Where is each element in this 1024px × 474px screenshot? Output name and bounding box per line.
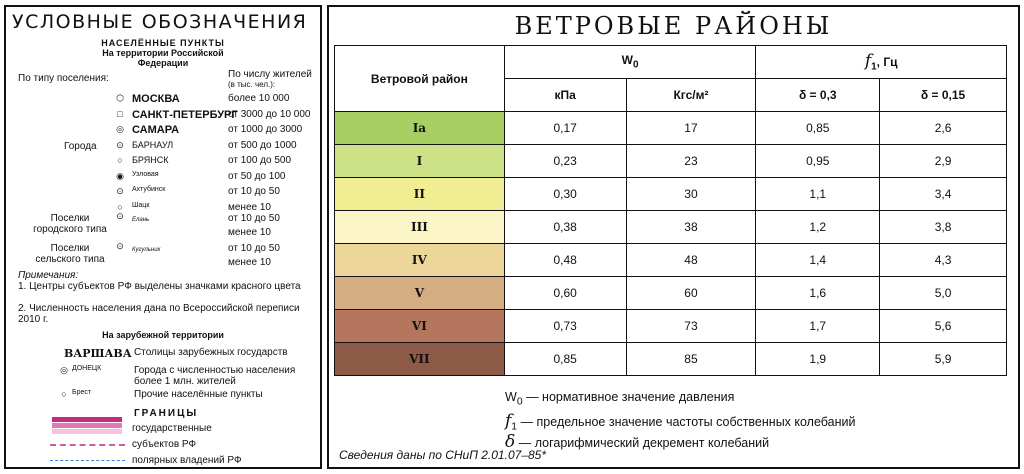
cell-kgs: 17: [626, 112, 756, 145]
city-population: от 1000 до 3000: [228, 124, 303, 135]
cell-kgs: 60: [626, 277, 756, 310]
settlement-symbol-icon: ○: [117, 201, 123, 212]
col-f1: [756, 46, 1007, 79]
w0-sub: 0: [632, 59, 639, 71]
settlement-symbol-icon: ◉: [116, 170, 124, 181]
cell-f015: 5,0: [880, 277, 1007, 310]
note-2: 2. Численность населения дана по Всероссийской переписи 2010 г.: [18, 303, 300, 325]
settlement-symbol-icon: ○: [117, 155, 123, 165]
glossary-text: — предельное значение частоты собственных колебаний: [517, 415, 856, 429]
rural-group-label: Поселки сельского типа: [35, 243, 105, 265]
city-name: Шацк: [132, 201, 150, 209]
cell-f03: 1,7: [756, 310, 880, 343]
cell-f015: 2,6: [880, 112, 1007, 145]
state-border-swatch-3: [52, 429, 122, 434]
settlements-heading: НАСЕЛЁННЫЕ ПУНКТЫ: [101, 38, 225, 48]
cell-f015: 2,9: [880, 145, 1007, 178]
cell-f03: 1,1: [756, 178, 880, 211]
district-cell: III: [335, 211, 505, 244]
urban-group-label: Поселки городского типа: [33, 213, 107, 235]
settlement-symbol-icon: □: [117, 108, 123, 119]
f1-symbol: f: [864, 51, 872, 72]
settlement-symbol-icon: ◎: [116, 124, 124, 134]
settlement-symbol-icon: ⬡: [116, 93, 124, 103]
cell-kpa: 0,85: [504, 343, 626, 376]
table-row: [335, 244, 1007, 277]
foreign-desc: Прочие населённые пункты: [134, 389, 263, 400]
foreign-name: ВАРШАВА: [64, 347, 132, 360]
source-note: Сведения даны по СНиП 2.01.07–85*: [339, 448, 546, 462]
cell-f015: 3,8: [880, 211, 1007, 244]
w0-symbol: W: [621, 53, 633, 68]
cell-f03: 1,6: [756, 277, 880, 310]
state-border-swatch-2: [52, 423, 122, 428]
cell-f015: 4,3: [880, 244, 1007, 277]
city-name: Ахтубинск: [132, 186, 166, 193]
cell-kgs: 38: [626, 211, 756, 244]
wind-table-body: [335, 112, 1007, 376]
district-cell: VII: [335, 343, 505, 376]
foreign-symbol-icon: ○: [61, 389, 67, 399]
col-delta-015: δ = 0,15: [880, 79, 1007, 112]
settlement-symbol-icon: ⊙: [116, 211, 124, 221]
city-population: менее 10: [228, 201, 271, 213]
glossary-symbol: δ: [505, 432, 516, 452]
cell-kpa: 0,48: [504, 244, 626, 277]
cell-kpa: 0,38: [504, 211, 626, 244]
city-population: от 50 до 100: [228, 170, 286, 182]
legend-panel: [4, 5, 322, 469]
state-border-swatch: [52, 417, 122, 422]
table-row: [335, 343, 1007, 376]
glossary-item: [505, 390, 734, 408]
by-population-label: По числу жителей: [228, 69, 312, 80]
city-name: САНКТ-ПЕТЕРБУРГ: [132, 108, 238, 121]
col-kpa: кПа: [504, 79, 626, 112]
district-cell: V: [335, 277, 505, 310]
cell-kgs: 48: [626, 244, 756, 277]
settlement-symbol-icon: ⊙: [116, 186, 124, 196]
settlement-population: менее 10: [228, 257, 271, 268]
cell-kpa: 0,23: [504, 145, 626, 178]
note-1: 1. Центры субъектов РФ выделены значками красного цвета: [18, 281, 301, 292]
cell-f015: 5,6: [880, 310, 1007, 343]
wind-title: ВЕТРОВЫЕ РАЙОНЫ: [514, 12, 833, 40]
f1-unit: , Гц: [876, 55, 898, 70]
cell-kpa: 0,60: [504, 277, 626, 310]
wind-table: [334, 45, 1007, 376]
city-population: от 500 до 1000: [228, 139, 297, 151]
foreign-heading: На зарубежной территории: [102, 330, 224, 340]
city-population: более 10 000: [228, 93, 290, 104]
glossary-symbol: W: [505, 390, 517, 404]
cities-group-label: Города: [64, 141, 97, 152]
city-name: БРЯНСК: [132, 155, 169, 165]
col-w0: [504, 46, 756, 79]
legend-title: УСЛОВНЫЕ ОБОЗНАЧЕНИЯ: [12, 11, 308, 33]
cell-f03: 0,85: [756, 112, 880, 145]
foreign-name: Брест: [72, 389, 92, 396]
cell-kgs: 30: [626, 178, 756, 211]
glossary-item: [505, 411, 856, 433]
table-row: [335, 310, 1007, 343]
borders-heading: ГРАНИЦЫ: [134, 408, 199, 419]
foreign-symbol-icon: ◎: [60, 365, 68, 375]
city-population: от 3000 до 10 000: [228, 108, 311, 120]
city-population: от 100 до 500: [228, 155, 292, 166]
city-population: от 10 до 50: [228, 186, 280, 197]
glossary-sub: 0: [516, 396, 523, 408]
city-name: БАРНАУЛ: [132, 139, 174, 150]
glossary-sub: 1: [511, 421, 518, 433]
subject-border-line: [50, 444, 125, 446]
cell-f03: 1,4: [756, 244, 880, 277]
cell-kpa: 0,30: [504, 178, 626, 211]
settlement-population: менее 10: [228, 227, 271, 238]
table-row: [335, 211, 1007, 244]
city-name: Узловая: [132, 170, 159, 178]
col-delta-03: δ = 0,3: [756, 79, 880, 112]
cell-kpa: 0,17: [504, 112, 626, 145]
table-row: [335, 145, 1007, 178]
city-name: МОСКВА: [132, 93, 180, 105]
border-polar-label: полярных владений РФ: [132, 455, 242, 466]
polar-border-line: [50, 460, 125, 461]
settlement-population: от 10 до 50: [228, 213, 280, 224]
border-subjects-label: субъектов РФ: [132, 439, 197, 450]
district-cell: II: [335, 178, 505, 211]
cell-kgs: 85: [626, 343, 756, 376]
district-cell: I: [335, 145, 505, 178]
cell-f03: 1,9: [756, 343, 880, 376]
foreign-desc: Столицы зарубежных государств: [134, 347, 288, 358]
notes-heading: Примечания:: [18, 270, 79, 281]
table-row: [335, 178, 1007, 211]
district-cell: VI: [335, 310, 505, 343]
col-district: Ветровой район: [335, 46, 505, 112]
f1-sub: 1: [871, 61, 877, 73]
wind-panel: [327, 5, 1020, 469]
by-type-label: По типу поселения:: [18, 73, 109, 84]
cell-f03: 0,95: [756, 145, 880, 178]
glossary-symbol: f: [505, 411, 512, 431]
glossary-text: — логарифмический декремент колебаний: [515, 436, 770, 450]
cell-kgs: 23: [626, 145, 756, 178]
glossary-text: — нормативное значение давления: [522, 390, 735, 404]
settlement-name: Кугульник: [132, 247, 161, 253]
settlement-symbol-icon: ⊙: [116, 241, 124, 251]
table-row: [335, 277, 1007, 310]
district-cell: Ia: [335, 112, 505, 145]
table-row: [335, 112, 1007, 145]
cell-f03: 1,2: [756, 211, 880, 244]
thousands-label: (в тыс. чел.):: [228, 80, 276, 89]
cell-f015: 3,4: [880, 178, 1007, 211]
cell-f015: 5,9: [880, 343, 1007, 376]
city-name: САМАРА: [132, 124, 180, 136]
cell-kgs: 73: [626, 310, 756, 343]
district-cell: IV: [335, 244, 505, 277]
foreign-name: ДОНЕЦК: [72, 365, 102, 372]
col-kgs: Кгс/м²: [626, 79, 756, 112]
settlement-name: Елань: [132, 217, 150, 223]
border-state-label: государственные: [132, 423, 212, 434]
cell-kpa: 0,73: [504, 310, 626, 343]
rf-subheading: На территории Российской Федерации: [102, 48, 224, 68]
settlement-symbol-icon: ⊙: [116, 139, 124, 150]
settlement-population: от 10 до 50: [228, 243, 280, 254]
foreign-desc: Города с численностью населения более 1 млн. жителей: [134, 365, 296, 387]
